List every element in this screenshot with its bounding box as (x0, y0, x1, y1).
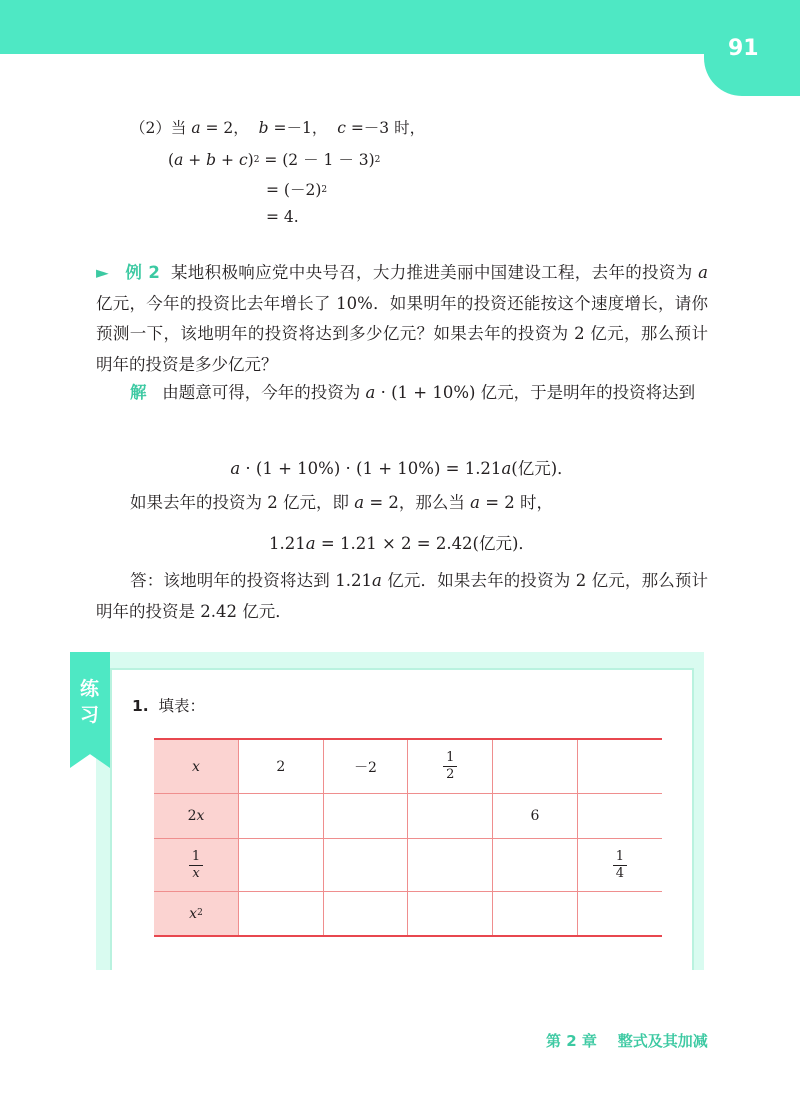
table-cell[interactable] (577, 739, 662, 794)
solution-equation-1: a · (1 + 10%) · (1 + 10%) = 1.21a(亿元)． (230, 459, 574, 478)
table-cell[interactable] (493, 892, 578, 937)
table-cell[interactable] (577, 839, 662, 892)
table-cell[interactable] (493, 739, 578, 794)
solution-paragraph: 解 由题意可得，今年的投资为 a · (1 + 10%) 亿元，于是明年的投资将达到 (130, 383, 696, 402)
table-cell[interactable] (239, 839, 324, 892)
answer-paragraph: 答：该地明年的投资将达到 1.21a 亿元．如果去年的投资为 2 亿元，那么预计明年的投资是 2.42 亿元． (96, 571, 709, 621)
example-arrow-icon: ► (96, 263, 109, 282)
row-header: $x^2$ (154, 892, 239, 937)
top-banner (0, 0, 800, 54)
table-cell[interactable] (323, 892, 408, 937)
table-cell[interactable]: 6 (493, 794, 578, 839)
table-cell[interactable] (408, 794, 493, 839)
table-cell[interactable] (239, 794, 324, 839)
fraction: $\frac{1}{2}$ (443, 750, 457, 783)
table-row (154, 839, 662, 892)
chapter-footer: 第 2 章 整式及其加减 (546, 1032, 708, 1050)
table-cell[interactable]: 2 (239, 739, 324, 794)
solution-label: 解 (130, 383, 147, 402)
row-header: x (154, 739, 239, 794)
table-cell[interactable] (408, 739, 493, 794)
fraction: $\frac{1}{4}$ (613, 849, 627, 882)
practice-ribbon-label: 练 习 (80, 678, 100, 726)
table-cell[interactable] (493, 839, 578, 892)
page-number: 91 (728, 36, 759, 61)
table-cell[interactable] (577, 794, 662, 839)
table-row (154, 794, 662, 839)
example-2: ► 例 2 某地积极响应党中央号召，大力推进美丽中国建设工程，去年的投资为 a 亿元，今年的投资比去年增长了 10%．如果明年的投资还能按这个速度增长，请你预测一下，该地明年的投资将达到多少亿元？如果去年的投资为 2 亿元，那么预计明年的投资是多少亿元？ (96, 263, 708, 374)
question-1: 1. 填表： (132, 697, 206, 715)
table-cell[interactable] (323, 839, 408, 892)
fraction: $\frac{1}{x}$ (189, 849, 203, 882)
table-row (154, 739, 662, 794)
table-cell[interactable] (239, 892, 324, 937)
solution-condition: 如果去年的投资为 2 亿元，即 a = 2，那么当 a = 2 时， (130, 493, 554, 512)
part2-step1: $(a + b + c)^2 = (2 - 1 - 3)^2$ (168, 151, 381, 169)
fill-in-table (154, 738, 662, 937)
table-cell[interactable] (323, 794, 408, 839)
part2-condition: （2）当 a = 2， b =－1， c =－3 时， (130, 119, 426, 137)
part2-step3: = 4. (266, 208, 299, 226)
row-header: 2x (154, 794, 239, 839)
table-cell[interactable] (408, 892, 493, 937)
table-cell[interactable] (577, 892, 662, 937)
part2-step2: = $(-2)^2$ (266, 181, 328, 199)
example-label: 例 2 (125, 263, 160, 282)
table-row (154, 892, 662, 937)
table-cell[interactable] (408, 839, 493, 892)
solution-equation-2: 1.21a = 1.21 × 2 = 2.42(亿元)． (269, 534, 535, 553)
table-cell[interactable]: －2 (323, 739, 408, 794)
row-header (154, 839, 239, 892)
